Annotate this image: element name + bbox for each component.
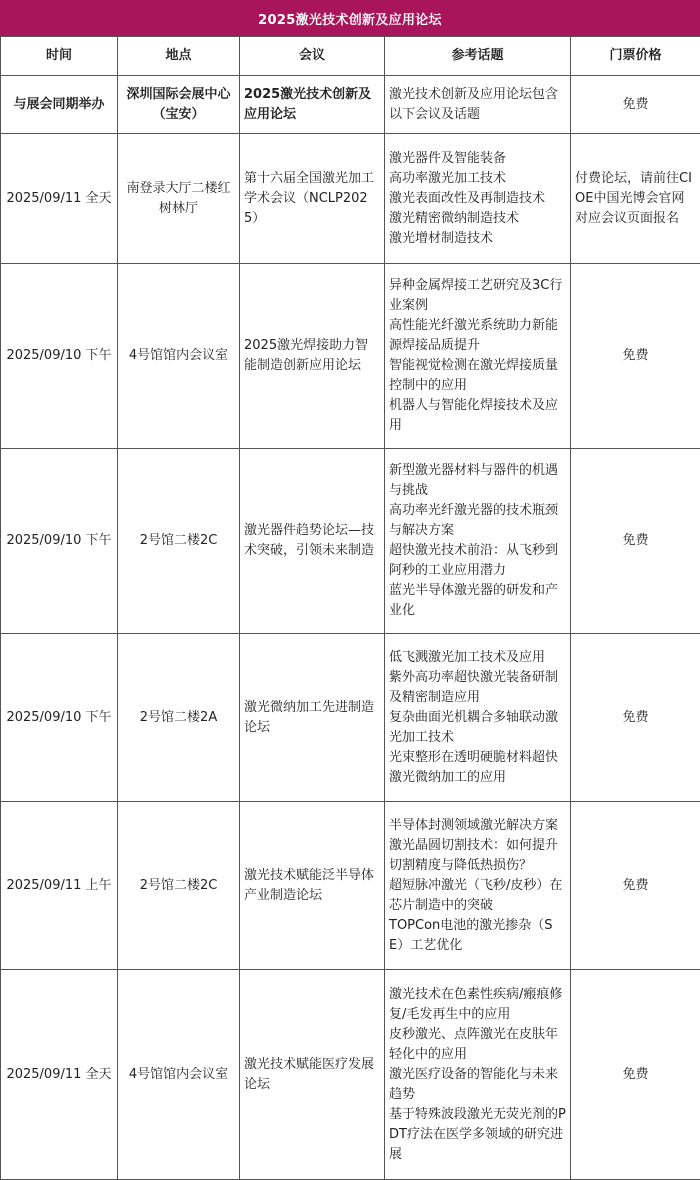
cell-place: 2号馆二楼2C xyxy=(118,449,240,634)
topic-item: 光束整形在透明硬脆材料超快激光微纳加工的应用 xyxy=(389,748,566,788)
topic-item: 皮秒激光、点阵激光在皮肤年轻化中的应用 xyxy=(389,1025,566,1065)
topic-item: 新型激光器材料与器件的机遇与挑战 xyxy=(389,461,566,501)
header-meeting: 会议 xyxy=(240,37,385,76)
cell-topics xyxy=(385,634,571,802)
cell-price: 免费 xyxy=(571,802,700,970)
page-title: 2025激光技术创新及应用论坛 xyxy=(0,0,700,36)
topic-item: 高功率激光加工技术 xyxy=(389,169,566,189)
cell-place: 2号馆二楼2C xyxy=(118,802,240,970)
cell-place: 4号馆馆内会议室 xyxy=(118,264,240,449)
cell-topics xyxy=(385,264,571,449)
table-row xyxy=(1,802,700,970)
header-row xyxy=(1,37,700,76)
table-row xyxy=(1,76,700,134)
topic-item: 紫外高功率超快激光装备研制及精密制造应用 xyxy=(389,668,566,708)
topic-item: 蓝光半导体激光器的研发和产业化 xyxy=(389,581,566,621)
table-row xyxy=(1,449,700,634)
table-row xyxy=(1,970,700,1180)
cell-meeting: 激光器件趋势论坛—技术突破，引领未来制造 xyxy=(240,449,385,634)
topic-item: 高性能光纤激光系统助力新能源焊接品质提升 xyxy=(389,316,566,356)
topic-item: 智能视觉检测在激光焊接质量控制中的应用 xyxy=(389,356,566,396)
cell-price: 付费论坛，请前往CIOE中国光博会官网对应会议页面报名 xyxy=(571,134,700,264)
header-price: 门票价格 xyxy=(571,37,700,76)
topic-item: 激光器件及智能装备 xyxy=(389,149,566,169)
topic-item: 激光增材制造技术 xyxy=(389,229,566,249)
cell-meeting: 激光微纳加工先进制造论坛 xyxy=(240,634,385,802)
cell-topics xyxy=(385,802,571,970)
cell-topics xyxy=(385,76,571,134)
topic-item: 激光晶圆切割技术：如何提升切割精度与降低热损伤？ xyxy=(389,836,566,876)
header-place: 地点 xyxy=(118,37,240,76)
cell-place: 南登录大厅二楼红树林厅 xyxy=(118,134,240,264)
schedule-table xyxy=(0,36,700,1180)
table-row xyxy=(1,264,700,449)
cell-meeting: 2025激光技术创新及应用论坛 xyxy=(240,76,385,134)
cell-time: 2025/09/10 下午 xyxy=(1,634,118,802)
topic-item: 激光技术在色素性疾病/瘢痕修复/毛发再生中的应用 xyxy=(389,985,566,1025)
cell-price: 免费 xyxy=(571,264,700,449)
topic-item: 激光表面改性及再制造技术 xyxy=(389,189,566,209)
topic-item: 异种金属焊接工艺研究及3C行业案例 xyxy=(389,276,566,316)
topic-item: 超短脉冲激光（飞秒/皮秒）在芯片制造中的突破 xyxy=(389,876,566,916)
topic-item: 低飞溅激光加工技术及应用 xyxy=(389,648,566,668)
cell-time: 2025/09/11 全天 xyxy=(1,134,118,264)
cell-meeting: 2025激光焊接助力智能制造创新应用论坛 xyxy=(240,264,385,449)
table-row xyxy=(1,134,700,264)
cell-place: 4号馆馆内会议室 xyxy=(118,970,240,1180)
cell-time: 2025/09/10 下午 xyxy=(1,264,118,449)
cell-place: 2号馆二楼2A xyxy=(118,634,240,802)
cell-price: 免费 xyxy=(571,449,700,634)
cell-meeting: 第十六届全国激光加工学术会议（NCLP2025） xyxy=(240,134,385,264)
cell-time: 2025/09/10 下午 xyxy=(1,449,118,634)
cell-topics xyxy=(385,449,571,634)
topic-item: 复杂曲面光机耦合多轴联动激光加工技术 xyxy=(389,708,566,748)
cell-time: 与展会同期举办 xyxy=(1,76,118,134)
table-row xyxy=(1,634,700,802)
cell-topics xyxy=(385,970,571,1180)
topic-item: 机器人与智能化焊接技术及应用 xyxy=(389,396,566,436)
cell-price: 免费 xyxy=(571,970,700,1180)
topic-item: 激光技术创新及应用论坛包含以下会议及话题 xyxy=(389,85,566,125)
topic-item: TOPCon电池的激光掺杂（SE）工艺优化 xyxy=(389,916,566,956)
cell-meeting: 激光技术赋能泛半导体产业制造论坛 xyxy=(240,802,385,970)
topic-item: 超快激光技术前沿：从飞秒到阿秒的工业应用潜力 xyxy=(389,541,566,581)
cell-price: 免费 xyxy=(571,634,700,802)
topic-item: 基于特殊波段激光无荧光剂的PDT疗法在医学多领域的研究进展 xyxy=(389,1105,566,1165)
cell-time: 2025/09/11 上午 xyxy=(1,802,118,970)
topic-item: 半导体封测领域激光解决方案 xyxy=(389,816,566,836)
topic-item: 激光医疗设备的智能化与未来趋势 xyxy=(389,1065,566,1105)
header-topics: 参考话题 xyxy=(385,37,571,76)
cell-topics xyxy=(385,134,571,264)
topic-item: 高功率光纤激光器的技术瓶颈与解决方案 xyxy=(389,501,566,541)
topic-item: 激光精密微纳制造技术 xyxy=(389,209,566,229)
cell-time: 2025/09/11 全天 xyxy=(1,970,118,1180)
header-time: 时间 xyxy=(1,37,118,76)
cell-meeting: 激光技术赋能医疗发展论坛 xyxy=(240,970,385,1180)
cell-place: 深圳国际会展中心（宝安） xyxy=(118,76,240,134)
cell-price: 免费 xyxy=(571,76,700,134)
